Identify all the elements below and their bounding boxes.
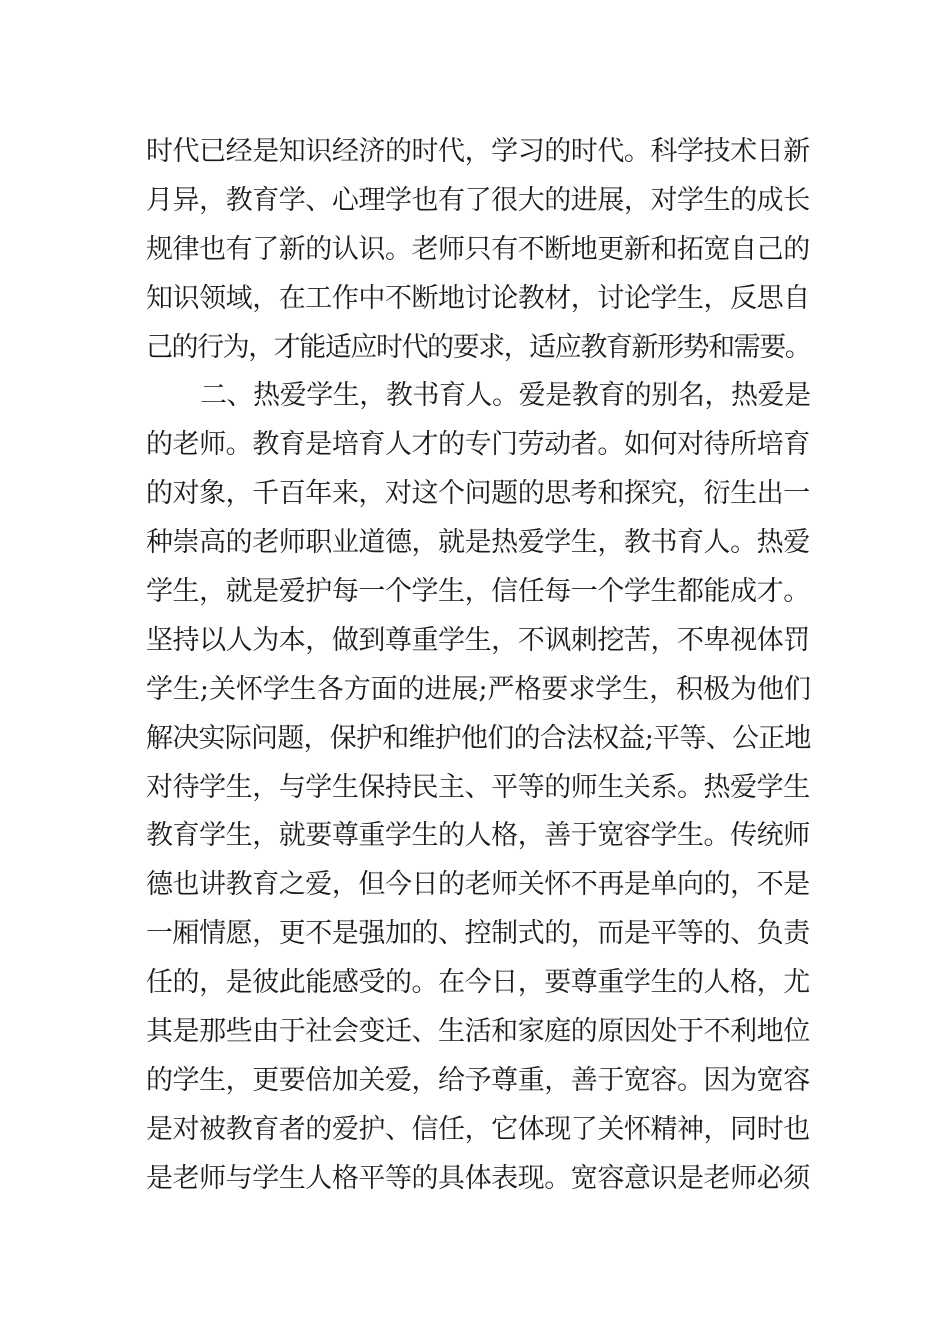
text-line: 知识领域，在工作中不断地讨论教材，讨论学生，反思自: [146, 282, 810, 314]
text-line: 是老师与学生人格平等的具体表现。宽容意识是老师必须: [146, 1162, 810, 1194]
text-line: 教育学生，就要尊重学生的人格，善于宽容学生。传统师: [146, 820, 810, 852]
text-line: 学生;关怀学生各方面的进展;严格要求学生，积极为他们: [146, 673, 811, 705]
text-line: 己的行为，才能适应时代的要求，适应教育新形势和需要。: [146, 331, 811, 363]
text-line: 对待学生，与学生保持民主、平等的师生关系。热爱学生: [146, 771, 810, 803]
body-text: [146, 128, 811, 1204]
text-line: 种崇高的老师职业道德，就是热爱学生，教书育人。热爱: [146, 527, 810, 559]
text-line: 解决实际问题，保护和维护他们的合法权益;平等、公正地: [146, 722, 811, 754]
text-line: 坚持以人为本，做到尊重学生，不讽刺挖苦，不卑视体罚: [146, 624, 810, 656]
text-line: 任的，是彼此能感受的。在今日，要尊重学生的人格，尤: [146, 967, 810, 999]
text-line: 月异，教育学、心理学也有了很大的进展，对学生的成长: [146, 184, 810, 216]
text-line: 学生，就是爱护每一个学生，信任每一个学生都能成才。: [146, 576, 810, 608]
text-line: 的学生，更要倍加关爱，给予尊重，善于宽容。因为宽容: [146, 1064, 810, 1096]
text-line: 是对被教育者的爱护、信任，它体现了关怀精神，同时也: [146, 1113, 810, 1145]
text-line: 时代已经是知识经济的时代，学习的时代。科学技术日新: [146, 136, 810, 167]
text-line: 规律也有了新的认识。老师只有不断地更新和拓宽自己的: [146, 233, 810, 265]
text-line: 德也讲教育之爱，但今日的老师关怀不再是单向的，不是: [146, 869, 810, 901]
text-line: 一厢情愿，更不是强加的、控制式的，而是平等的、负责: [146, 918, 810, 950]
text-line: 二、热爱学生，教书育人。爱是教育的别名，热爱是: [200, 380, 811, 412]
text-line: 的对象，千百年来，对这个问题的思考和探究，衍生出一: [146, 478, 810, 510]
text-line: 其是那些由于社会变迁、生活和家庭的原因处于不利地位: [146, 1016, 810, 1048]
text-line: 的老师。教育是培育人才的专门劳动者。如何对待所培育: [146, 429, 810, 461]
